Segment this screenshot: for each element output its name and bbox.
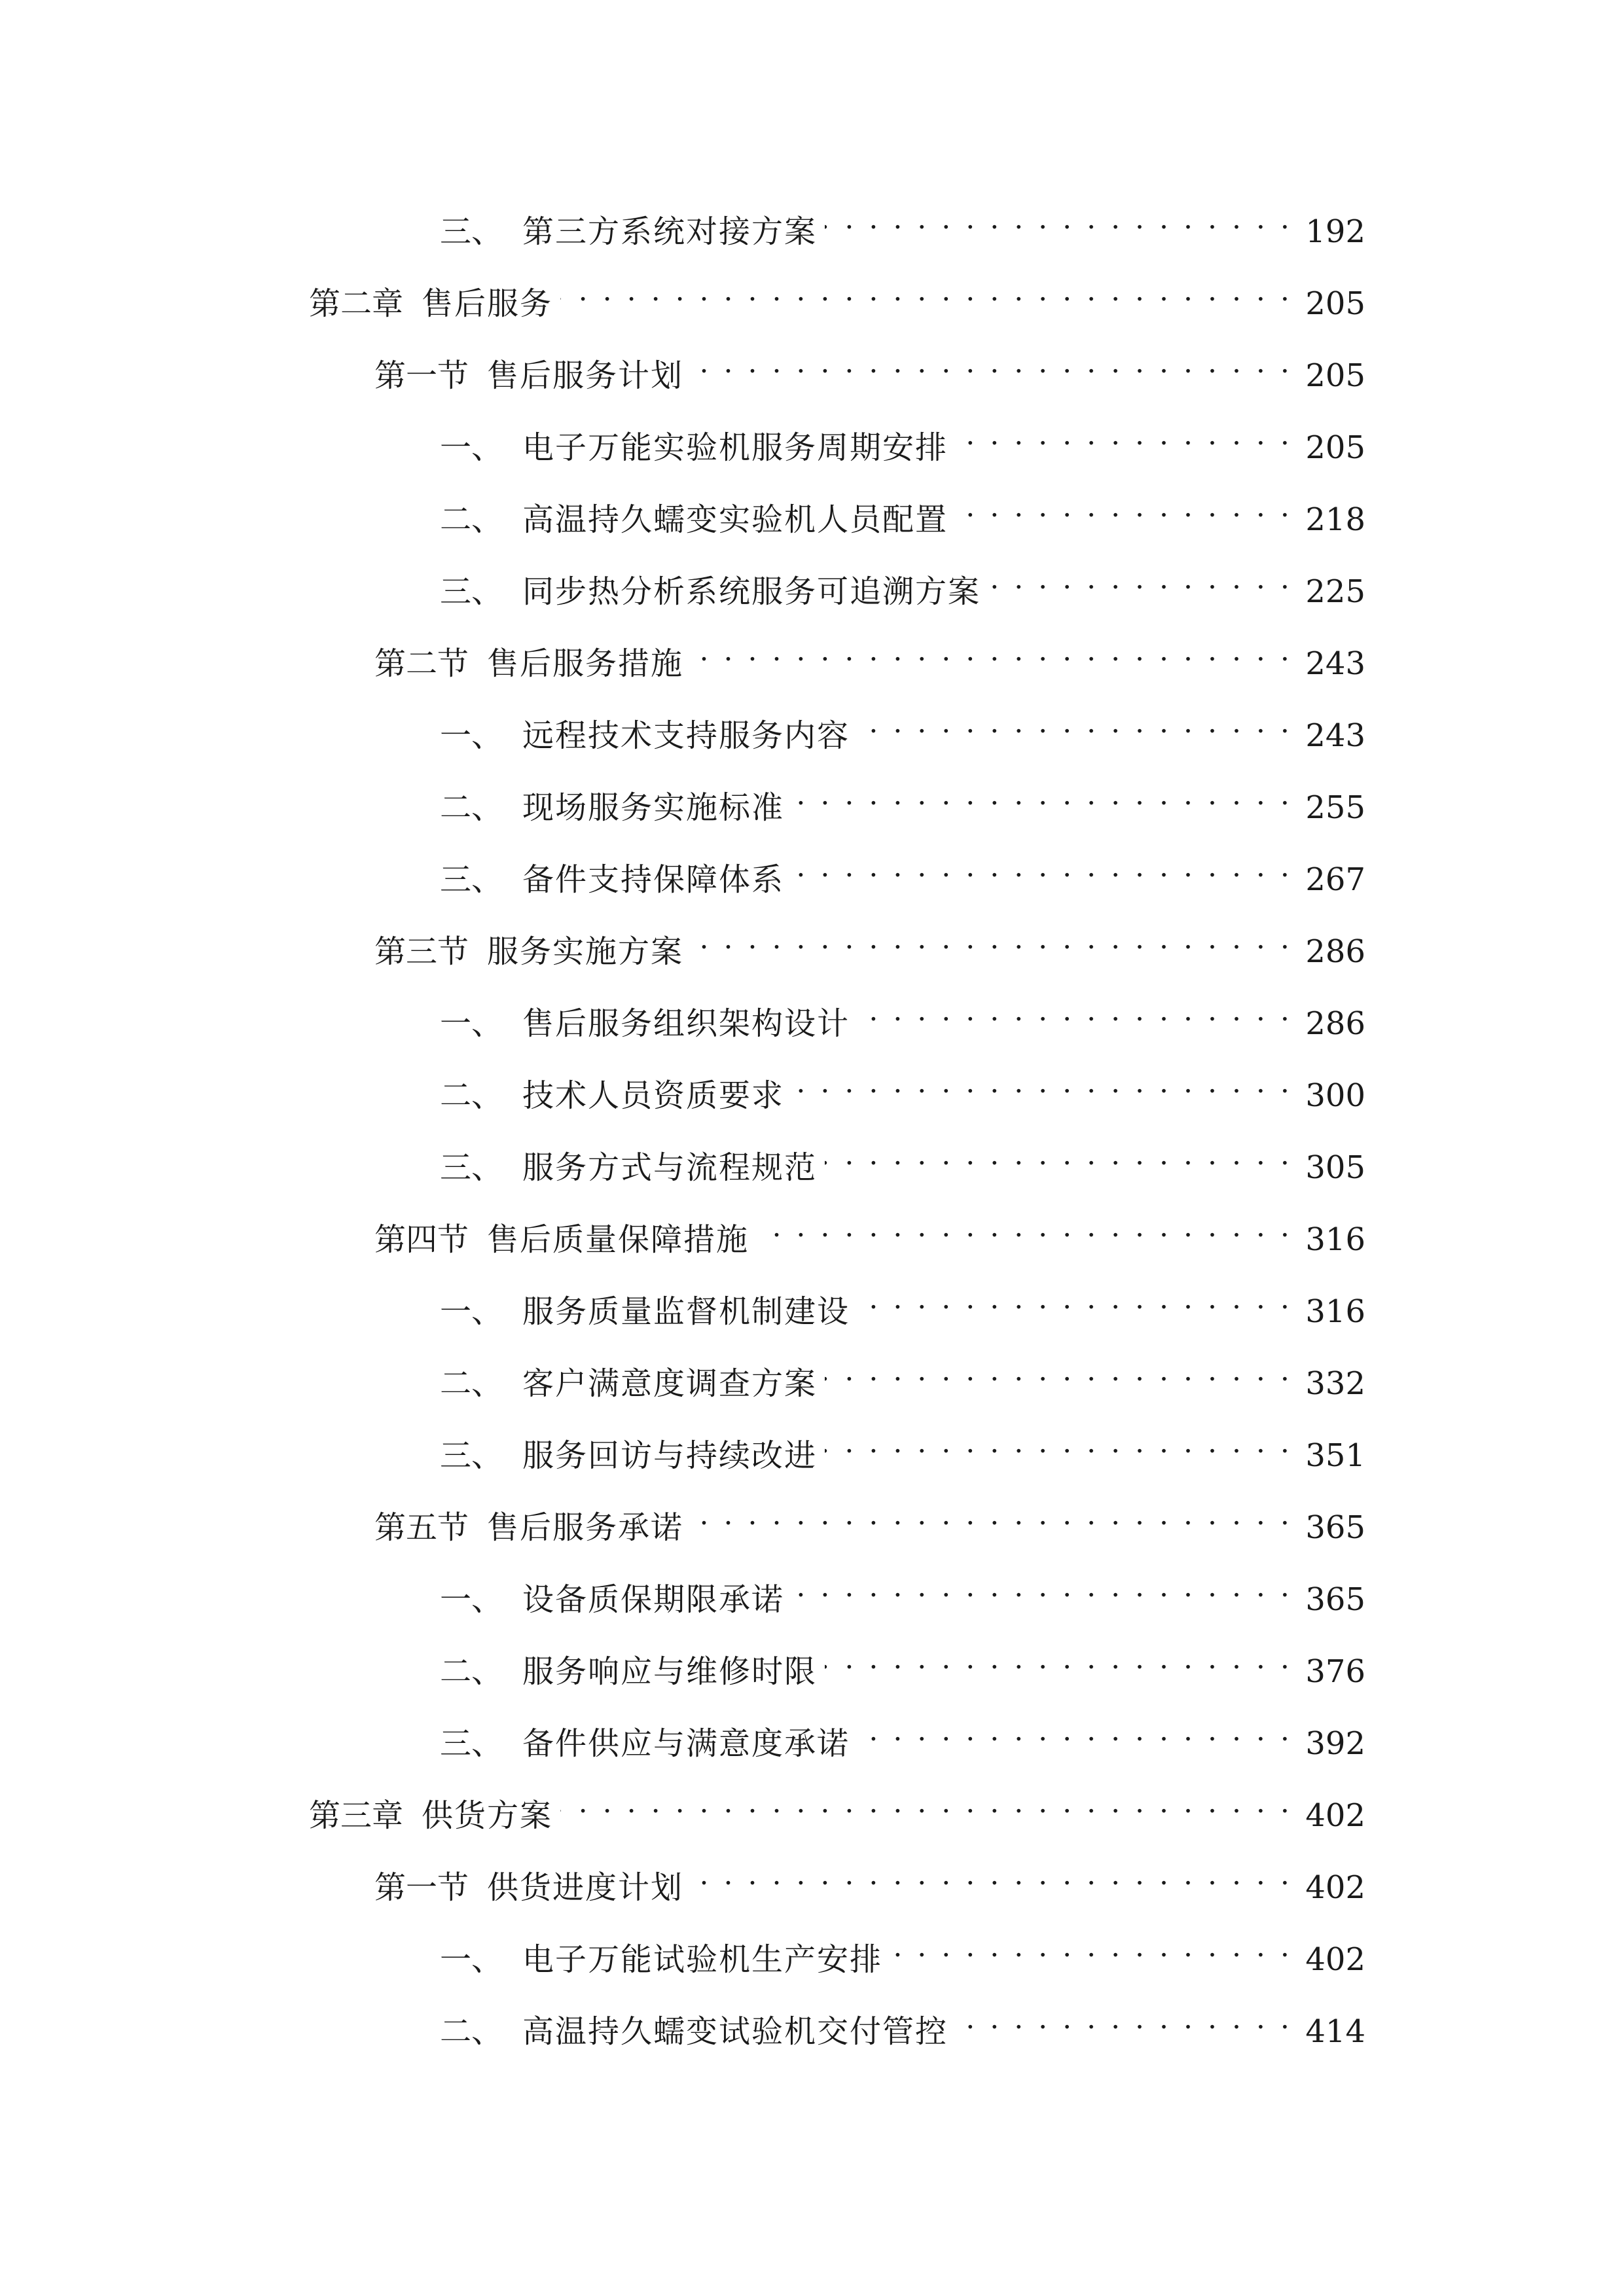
toc-entry-page: 286 — [1305, 1005, 1365, 1042]
toc-entry-number: 第二章 — [309, 285, 404, 322]
toc-entry[interactable] — [0, 986, 1624, 1058]
toc-entry-number: 第二节 — [374, 645, 469, 682]
toc-entry[interactable] — [0, 698, 1624, 770]
toc-entry-number: 三、 — [440, 1149, 503, 1186]
toc-entry-page: 205 — [1305, 285, 1365, 322]
dot-leader — [890, 1924, 1292, 1970]
toc-entry-page: 392 — [1305, 1725, 1365, 1762]
toc-entry-page: 365 — [1305, 1509, 1365, 1546]
toc-entry-page: 225 — [1305, 573, 1365, 610]
dot-leader — [691, 1852, 1292, 1898]
toc-entry[interactable] — [0, 194, 1624, 266]
toc-entry[interactable] — [0, 1634, 1624, 1706]
toc-entry-title: 第三方系统对接方案 — [522, 213, 818, 250]
toc-entry-title: 供货进度计划 — [487, 1869, 684, 1906]
toc-entry-number: 一、 — [440, 1005, 503, 1042]
toc-entry-title: 电子万能试验机生产安排 — [522, 1941, 883, 1978]
toc-entry-number: 二、 — [440, 1653, 503, 1690]
dot-leader — [956, 484, 1292, 530]
toc-entry-title: 售后服务承诺 — [487, 1509, 684, 1546]
toc-entry-title: 售后服务措施 — [487, 645, 684, 682]
toc-entry-title: 设备质保期限承诺 — [522, 1581, 785, 1618]
toc-entry-page: 218 — [1305, 501, 1365, 538]
toc-entry[interactable] — [0, 842, 1624, 914]
toc-entry[interactable] — [0, 1490, 1624, 1562]
toc-entry-number: 一、 — [440, 717, 503, 754]
toc-entry-title: 服务实施方案 — [487, 933, 684, 970]
toc-entry[interactable] — [0, 1922, 1624, 1994]
toc-entry-number: 一、 — [440, 1941, 503, 1978]
toc-entry-title: 服务质量监督机制建设 — [522, 1293, 850, 1330]
toc-entry[interactable] — [0, 554, 1624, 626]
toc-entry-number: 二、 — [440, 789, 503, 826]
toc-entry-number: 第三章 — [309, 1797, 404, 1834]
toc-entry-title: 高温持久蠕变试验机交付管控 — [522, 2013, 948, 2050]
dot-leader — [988, 556, 1292, 602]
dot-leader — [792, 772, 1292, 818]
toc-entry-title: 服务回访与持续改进 — [522, 1437, 818, 1474]
toc-entry-page: 414 — [1305, 2013, 1365, 2050]
dot-leader — [825, 1420, 1292, 1466]
toc-entry-page: 305 — [1305, 1149, 1365, 1186]
dot-leader — [691, 916, 1292, 962]
toc-entry-number: 三、 — [440, 573, 503, 610]
dot-leader — [560, 268, 1292, 314]
toc-entry-title: 售后质量保障措施 — [487, 1221, 749, 1258]
toc-entry-title: 供货方案 — [422, 1797, 553, 1834]
table-of-contents — [0, 194, 1624, 2066]
toc-entry[interactable] — [0, 1706, 1624, 1778]
toc-entry[interactable] — [0, 1562, 1624, 1634]
toc-entry[interactable] — [0, 1130, 1624, 1202]
dot-leader — [560, 1780, 1292, 1826]
toc-entry[interactable] — [0, 1994, 1624, 2066]
toc-entry[interactable] — [0, 770, 1624, 842]
toc-entry[interactable] — [0, 914, 1624, 986]
toc-entry-page: 365 — [1305, 1581, 1365, 1618]
toc-entry[interactable] — [0, 266, 1624, 338]
toc-entry[interactable] — [0, 410, 1624, 482]
toc-entry-page: 402 — [1305, 1941, 1365, 1978]
toc-entry[interactable] — [0, 1274, 1624, 1346]
toc-entry-number: 三、 — [440, 213, 503, 250]
dot-leader — [757, 1204, 1292, 1250]
dot-leader — [691, 628, 1292, 674]
toc-entry[interactable] — [0, 626, 1624, 698]
toc-entry-title: 服务方式与流程规范 — [522, 1149, 818, 1186]
toc-entry-number: 二、 — [440, 2013, 503, 2050]
dot-leader — [792, 844, 1292, 890]
toc-entry-page: 243 — [1305, 717, 1365, 754]
toc-entry-title: 备件支持保障体系 — [522, 861, 785, 898]
dot-leader — [691, 1492, 1292, 1538]
toc-entry-number: 第五节 — [374, 1509, 469, 1546]
dot-leader — [691, 340, 1292, 386]
toc-entry-page: 316 — [1305, 1221, 1365, 1258]
toc-entry-number: 一、 — [440, 429, 503, 466]
toc-entry-title: 服务响应与维修时限 — [522, 1653, 818, 1690]
toc-entry-page: 255 — [1305, 789, 1365, 826]
dot-leader — [956, 412, 1292, 458]
toc-entry-page: 192 — [1305, 213, 1365, 250]
toc-entry-number: 第一节 — [374, 357, 469, 394]
dot-leader — [857, 1276, 1292, 1322]
toc-entry-title: 现场服务实施标准 — [522, 789, 785, 826]
toc-entry-title: 售后服务计划 — [487, 357, 684, 394]
toc-entry-title: 客户满意度调查方案 — [522, 1365, 818, 1402]
toc-entry-page: 205 — [1305, 357, 1365, 394]
toc-entry[interactable] — [0, 482, 1624, 554]
toc-entry-page: 205 — [1305, 429, 1365, 466]
dot-leader — [956, 1996, 1292, 2042]
dot-leader — [857, 700, 1292, 746]
toc-entry-page: 300 — [1305, 1077, 1365, 1114]
toc-entry-number: 一、 — [440, 1581, 503, 1618]
toc-entry-page: 286 — [1305, 933, 1365, 970]
toc-entry-number: 二、 — [440, 501, 503, 538]
dot-leader — [825, 196, 1292, 242]
toc-entry-number: 二、 — [440, 1077, 503, 1114]
toc-entry-title: 技术人员资质要求 — [522, 1077, 785, 1114]
toc-entry-title: 高温持久蠕变实验机人员配置 — [522, 501, 948, 538]
toc-entry-title: 备件供应与满意度承诺 — [522, 1725, 850, 1762]
toc-entry-title: 电子万能实验机服务周期安排 — [522, 429, 948, 466]
toc-entry[interactable] — [0, 1346, 1624, 1418]
dot-leader — [792, 1060, 1292, 1106]
toc-entry-number: 第三节 — [374, 933, 469, 970]
toc-entry-number: 三、 — [440, 1725, 503, 1762]
toc-entry[interactable] — [0, 1058, 1624, 1130]
toc-entry-page: 402 — [1305, 1797, 1365, 1834]
toc-entry-title: 售后服务 — [422, 285, 553, 322]
toc-entry-title: 同步热分析系统服务可追溯方案 — [522, 573, 981, 610]
toc-entry-number: 三、 — [440, 861, 503, 898]
toc-entry[interactable] — [0, 1418, 1624, 1490]
dot-leader — [825, 1348, 1292, 1394]
toc-entry-title: 售后服务组织架构设计 — [522, 1005, 850, 1042]
toc-entry-page: 267 — [1305, 861, 1365, 898]
toc-entry-page: 332 — [1305, 1365, 1365, 1402]
toc-entry[interactable] — [0, 1778, 1624, 1850]
toc-entry-number: 第一节 — [374, 1869, 469, 1906]
toc-entry-page: 243 — [1305, 645, 1365, 682]
toc-entry[interactable] — [0, 1202, 1624, 1274]
toc-entry-number: 第四节 — [374, 1221, 469, 1258]
toc-entry-number: 三、 — [440, 1437, 503, 1474]
toc-entry-number: 一、 — [440, 1293, 503, 1330]
dot-leader — [792, 1564, 1292, 1610]
toc-entry[interactable] — [0, 1850, 1624, 1922]
dot-leader — [825, 1132, 1292, 1178]
toc-entry-page: 402 — [1305, 1869, 1365, 1906]
toc-entry-page: 376 — [1305, 1653, 1365, 1690]
dot-leader — [857, 1708, 1292, 1754]
dot-leader — [857, 988, 1292, 1034]
toc-entry[interactable] — [0, 338, 1624, 410]
toc-entry-page: 316 — [1305, 1293, 1365, 1330]
toc-entry-page: 351 — [1305, 1437, 1365, 1474]
dot-leader — [825, 1636, 1292, 1682]
toc-entry-title: 远程技术支持服务内容 — [522, 717, 850, 754]
toc-entry-number: 二、 — [440, 1365, 503, 1402]
